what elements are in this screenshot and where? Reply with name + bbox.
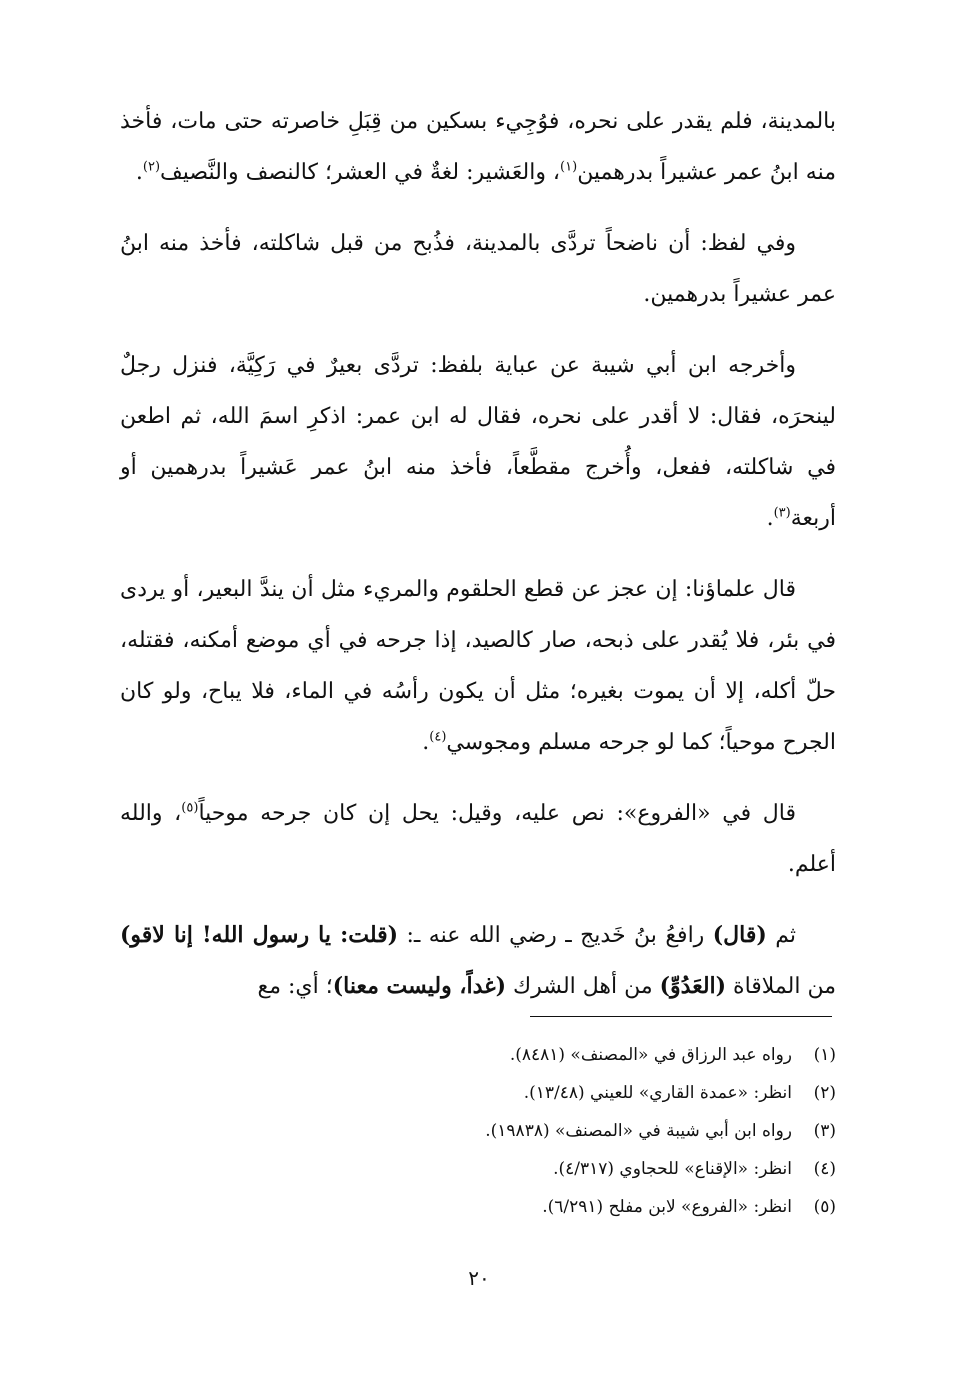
page-number: ٢٠	[468, 1266, 490, 1290]
paragraph-2-text: وفي لفظ: أن ناضحاً تردَّى بالمدينة، فذُبح من قبل شاكلته، فأخذ منه ابنُ عمر عشيراً بدرهمين.	[120, 231, 836, 307]
paragraph-6-text-e: ؛ أي: مع	[257, 974, 333, 999]
paragraph-2	[120, 218, 836, 320]
footnote-ref-5: (٥)	[181, 800, 199, 816]
paragraph-1-text-b: ، والعَشير: لغةٌ في العشر؛ كالنصف والنَّصيف	[160, 160, 561, 185]
footnote-1-number: (١)	[813, 1045, 836, 1065]
paragraph-4-text-a: قال علماؤنا: إن عجز عن قطع الحلقوم والمريء مثل أن يندَّ البعير، أو يردى في بئر، فلا يُقدر على ذبحه، صار كالصيد، إذا جرحه في أي موضع أمكنه، فقتله، حلّ أكله، إلا أن يموت بغيره؛ مثل أن يكون رأسُه في الماء، فلا يباح، ولو كان الجرح موحياً؛ كما لو جرحه مسلم ومجوسي	[120, 577, 836, 755]
footnote-5	[120, 1188, 836, 1226]
main-text	[120, 96, 836, 1012]
footnote-3	[120, 1112, 836, 1150]
footnote-4	[120, 1150, 836, 1188]
footnote-3-number: (٣)	[813, 1121, 836, 1141]
footnote-ref-2: (٢)	[142, 159, 161, 175]
paragraph-5	[120, 788, 836, 890]
paragraph-3-text-a: وأخرجه ابن أبي شيبة عن عباية بلفظ: تردَّى بعيرٌ في رَكِيَّة، فنزل رجلٌ لينحرَه، فقال: لا أقدر على نحره، فقال له ابن عمر: اذكرِ اسمَ الله، ثم اطعن في شاكلته، ففعل، وأُخرج مقطَّعاً، فأخذ منه ابنُ عمر عَشيراً بدرهمين أو أربعة	[120, 353, 836, 531]
paragraph-6-text-b: رافعُ بنُ خَديج ـ رضي الله عنه ـ:	[398, 923, 713, 948]
paragraph-6-text-a: ثم	[766, 923, 796, 948]
footnotes	[120, 1036, 836, 1226]
footnote-5-text: انظر: «الفروع» لابن مفلح (٦/٢٩١).	[542, 1197, 792, 1217]
paragraph-6-bold-a: (قال)	[712, 922, 767, 948]
paragraph-6-text-c: من الملاقاة	[726, 974, 836, 999]
footnote-2-text: انظر: «عمدة القاري» للعيني (١٣/٤٨).	[523, 1083, 792, 1103]
footnote-ref-4: (٤)	[429, 729, 447, 745]
paragraph-6-bold-d: (غداً، وليست معنا)	[332, 973, 507, 999]
footnote-2-number: (٢)	[813, 1083, 836, 1103]
paragraph-4	[120, 564, 836, 768]
paragraph-6-bold-b: (قلت: يا رسول الله! إنا لاقو)	[120, 922, 399, 948]
paragraph-6	[120, 910, 836, 1012]
paragraph-5-text-a: قال في «الفروع»: نص عليه، وقيل: يحل إن كان جرحه موحياً	[198, 801, 796, 826]
paragraph-5-text-b: ، والله أعلم.	[120, 801, 836, 877]
footnote-1	[120, 1036, 836, 1074]
footnote-4-number: (٤)	[813, 1159, 836, 1179]
paragraph-1	[120, 96, 836, 198]
paragraph-3	[120, 340, 836, 544]
footnote-5-number: (٥)	[813, 1197, 836, 1217]
footnote-separator	[530, 1016, 832, 1017]
paragraph-1-text-c: .	[135, 160, 143, 185]
paragraph-6-bold-c: (العَدُوِّ)	[659, 973, 727, 999]
footnote-4-text: انظر: «الإقناع» للحجاوي (٤/٣١٧).	[553, 1159, 792, 1179]
paragraph-3-text-b: .	[766, 506, 774, 531]
footnote-3-text: رواه ابن أبي شيبة في «المصنف» (١٩٨٣٨).	[485, 1121, 792, 1141]
footnote-1-text: رواه عبد الرزاق في «المصنف» (٨٤٨١).	[509, 1045, 792, 1065]
footnote-2	[120, 1074, 836, 1112]
paragraph-4-text-b: .	[422, 730, 430, 755]
footnote-ref-1: (١)	[560, 159, 578, 175]
paragraph-6-text-d: من أهل الشرك	[506, 974, 660, 999]
footnote-ref-3: (٣)	[773, 505, 791, 521]
paragraph-1-text-a: بالمدينة، فلم يقدر على نحره، فوُجِيء بسكين من قِبَلِ خاصرته حتى مات، فأخذ منه ابنُ عمر عشيراً بدرهمين	[120, 109, 836, 185]
